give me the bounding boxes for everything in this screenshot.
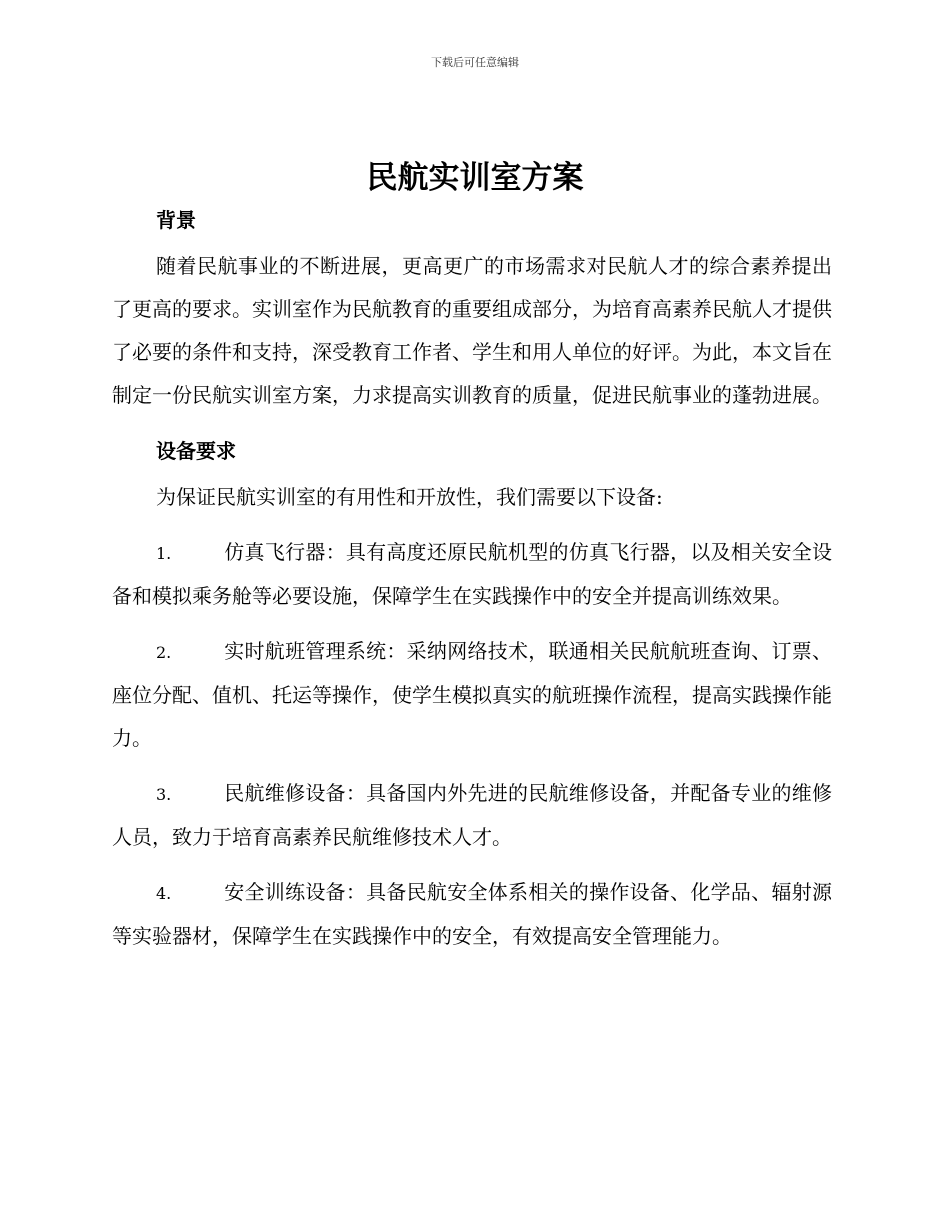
list-item-text: 民航维修设备：具备国内外先进的民航维修设备，并配备专业的维修人员，致力于培育高素养民航维修技术人才。 [112,781,832,849]
list-item-number: 2. [156,643,172,662]
list-item-number: 1. [156,544,172,563]
document-body [112,200,832,958]
section-heading-background: 背景 [156,208,196,232]
list-item [112,772,832,859]
header-note: 下载后可任意编辑 [431,56,519,69]
list-item-number: 4. [156,884,172,903]
equipment-intro: 为保证民航实训室的有用性和开放性，我们需要以下设备: [156,485,663,509]
list-item [112,871,832,958]
background-paragraph: 随着民航事业的不断进展，更高更广的市场需求对民航人才的综合素养提出了更高的要求。实训室作为民航教育的重要组成部分，为培育高素养民航人才提供了必要的条件和支持，深受教育工作者、学生和用人单位的好评。为此，本文旨在制定一份民航实训室方案，力求提高实训教育的质量，促进民航事业的蓬勃进展。 [112,254,832,407]
list-item-number: 3. [156,785,172,804]
list-item-text: 仿真飞行器：具有高度还原民航机型的仿真飞行器，以及相关安全设备和模拟乘务舱等必要设施，保障学生在实践操作中的安全并提高训练效果。 [112,540,832,608]
list-item-text: 实时航班管理系统：采纳网络技术，联通相关民航航班查询、订票、座位分配、值机、托运等操作，使学生模拟真实的航班操作流程，提高实践操作能力。 [112,639,832,750]
list-item [112,531,832,618]
document-title: 民航实训室方案 [366,160,584,196]
list-item [112,630,832,760]
section-heading-equipment: 设备要求 [156,439,236,463]
list-item-text: 安全训练设备：具备民航安全体系相关的操作设备、化学品、辐射源等实验器材，保障学生在实践操作中的安全，有效提高安全管理能力。 [112,880,832,948]
